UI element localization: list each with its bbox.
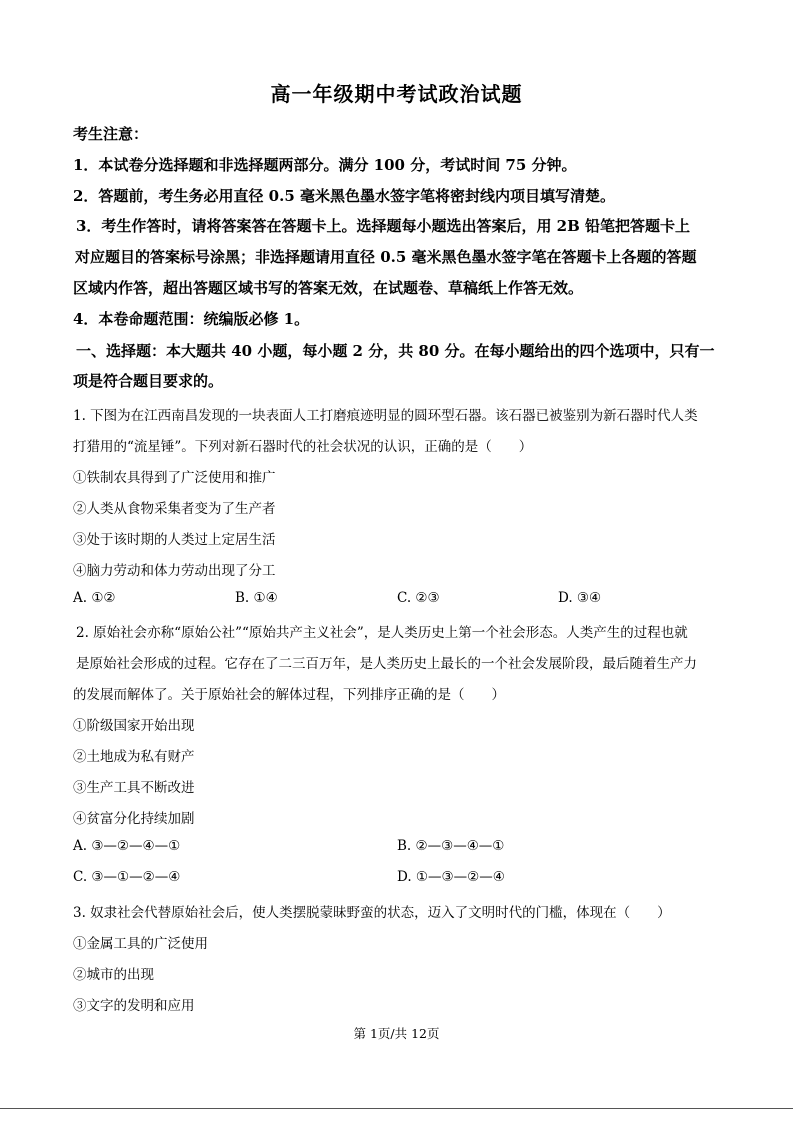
question-3-statement: ②城市的出现 bbox=[73, 967, 154, 983]
notice-item: 2．答题前，考生务必用直径 0.5 毫米黑色墨水签字笔将密封线内项目填写清楚。 bbox=[73, 187, 615, 205]
question-2-statement: ②土地成为私有财产 bbox=[73, 749, 195, 765]
page-footer: 第 1页/共 12页 bbox=[353, 1026, 440, 1041]
bottom-divider bbox=[0, 1108, 793, 1109]
question-1-stem: 打猎用的“流星锤”。下列对新石器时代的社会状况的认识，正确的是（ ） bbox=[73, 439, 533, 455]
question-2-option-b: B. ②—③—④—① bbox=[397, 838, 505, 854]
question-1-statement: ④脑力劳动和体力劳动出现了分工 bbox=[73, 563, 276, 579]
question-2-stem: 的发展而解体了。关于原始社会的解体过程，下列排序正确的是（ ） bbox=[73, 687, 505, 703]
question-1-statement: ③处于该时期的人类过上定居生活 bbox=[73, 532, 276, 548]
section-heading-cont: 项是符合题目要求的。 bbox=[73, 372, 224, 390]
question-1-statement: ①铁制农具得到了广泛使用和推广 bbox=[73, 470, 276, 486]
question-1-option-a: A. ①② bbox=[73, 590, 116, 606]
question-2-option-d: D. ①—③—②—④ bbox=[397, 869, 505, 885]
notice-item: 3．考生作答时，请将答案答在答题卡上。选择题每小题选出答案后，用 2B 铅笔把答题卡上 bbox=[76, 217, 691, 235]
question-2-statement: ④贫富分化持续加剧 bbox=[73, 811, 195, 827]
question-3-statement: ③文字的发明和应用 bbox=[73, 998, 195, 1014]
question-3-statement: ①金属工具的广泛使用 bbox=[73, 936, 208, 952]
notice-item: 对应题目的答案标号涂黑；非选择题请用直径 0.5 毫米黑色墨水签字笔在答题卡上各题的答题 bbox=[75, 248, 697, 266]
question-2-option-c: C. ③—①—②—④ bbox=[73, 869, 181, 885]
question-3-stem: 3. 奴隶社会代替原始社会后，使人类摆脱蒙昧野蛮的状态，迈入了文明时代的门槛，体现在（ ） bbox=[73, 905, 671, 921]
question-1-option-b: B. ①④ bbox=[235, 590, 278, 606]
notice-heading: 考生注意： bbox=[73, 125, 149, 143]
question-1-statement: ②人类从食物采集者变为了生产者 bbox=[73, 501, 276, 517]
question-1-stem: 1. 下图为在江西南昌发现的一块表面人工打磨痕迹明显的圆环型石器。该石器已被鉴别为新石器时代人类 bbox=[73, 408, 698, 424]
question-2-option-a: A. ③—②—④—① bbox=[73, 838, 181, 854]
page-title: 高一年级期中考试政治试题 bbox=[270, 82, 523, 106]
question-1-option-c: C. ②③ bbox=[397, 590, 440, 606]
notice-item: 4．本卷命题范围：统编版必修 1。 bbox=[73, 310, 310, 328]
question-2-stem: 2. 原始社会亦称“原始公社”“原始共产主义社会”，是人类历史上第一个社会形态。人类产生的过程也就 bbox=[76, 625, 688, 641]
question-2-stem: 是原始社会形成的过程。它存在了二三百万年，是人类历史上最长的一个社会发展阶段，最后随着生产力 bbox=[76, 656, 697, 672]
question-2-statement: ③生产工具不断改进 bbox=[73, 780, 195, 796]
question-1-option-d: D. ③④ bbox=[558, 590, 602, 606]
section-heading: 一、选择题：本大题共 40 小题，每小题 2 分，共 80 分。在每小题给出的四个选项中，只有一 bbox=[76, 342, 715, 360]
notice-item: 区域内作答，超出答题区域书写的答案无效，在试题卷、草稿纸上作答无效。 bbox=[73, 279, 584, 297]
question-2-statement: ①阶级国家开始出现 bbox=[73, 718, 195, 734]
notice-item: 1．本试卷分选择题和非选择题两部分。满分 100 分，考试时间 75 分钟。 bbox=[73, 156, 577, 174]
